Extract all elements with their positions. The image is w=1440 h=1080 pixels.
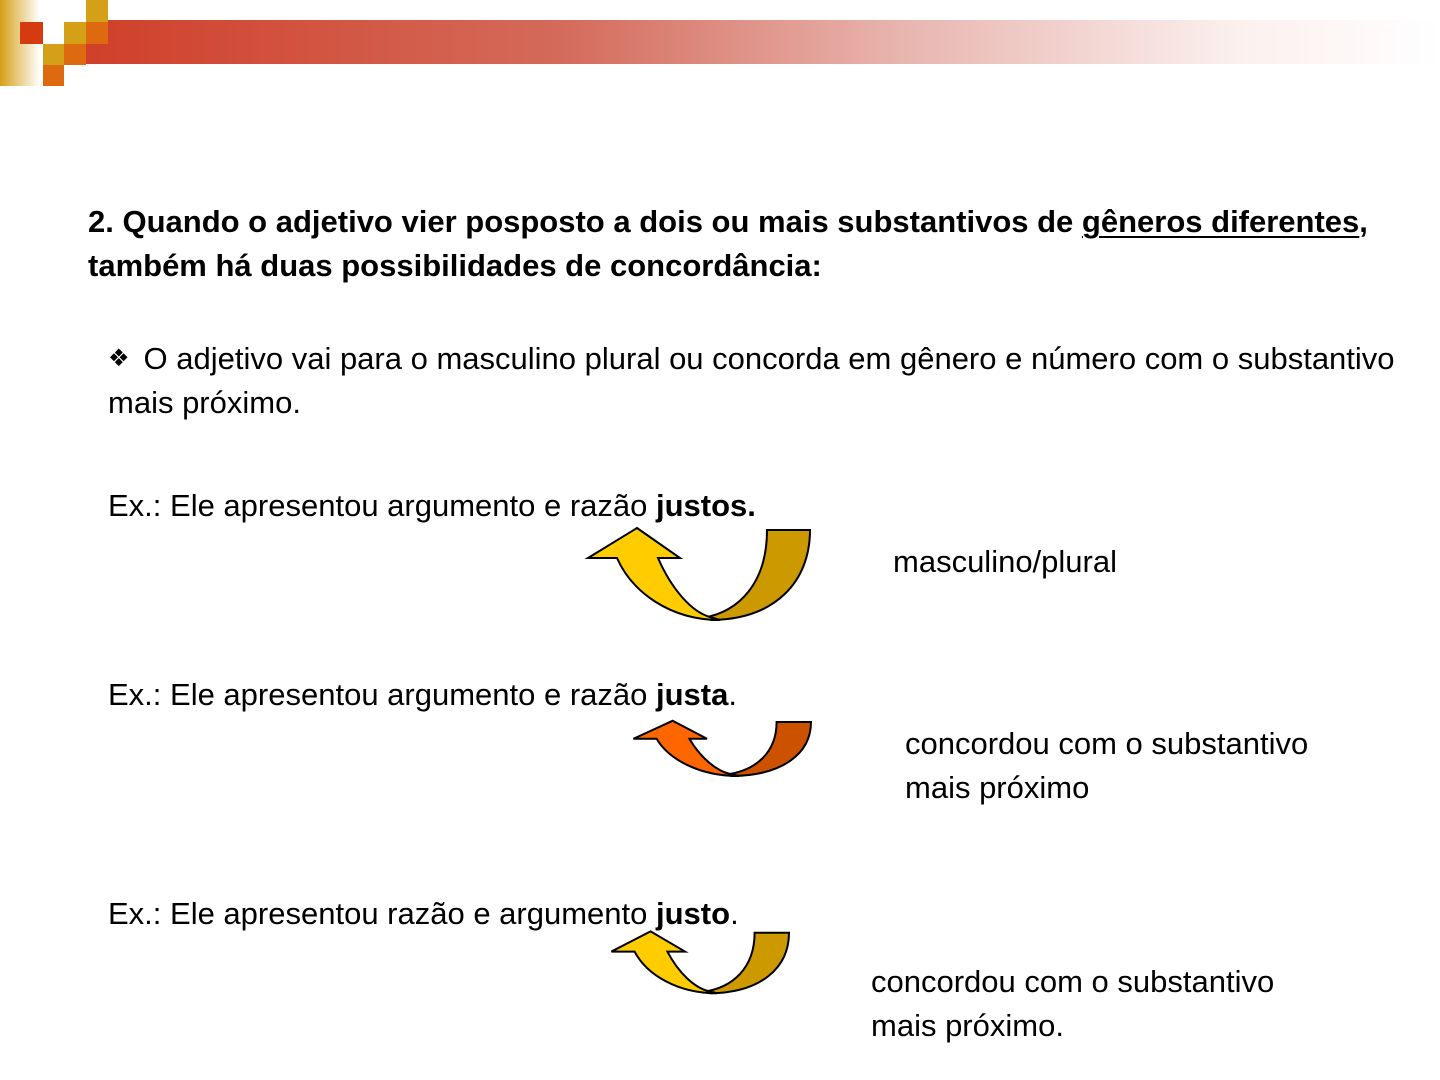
example-text: Ex.: Ele apresentou argumento e razão: [108, 677, 656, 712]
example-text: .: [730, 896, 739, 931]
logo-square: [20, 22, 43, 44]
arrow-right-arm: [703, 933, 789, 994]
bullet-text: O adjetivo vai para o masculino plural ou concorda em gênero e número com o substantivo mais próximo.: [108, 341, 1395, 420]
arrow-left-head: [588, 528, 720, 620]
note-line: masculino/plural: [893, 544, 1117, 579]
arrow-right-arm: [725, 722, 811, 776]
logo-square: [64, 22, 86, 44]
u-turn-arrow-icon: [580, 520, 830, 630]
u-turn-arrow-icon: [627, 716, 827, 782]
example-note: [893, 540, 1117, 584]
logo-square: [86, 22, 108, 44]
note-line: mais próximo: [905, 770, 1090, 805]
example-text: .: [728, 677, 737, 712]
note-line: concordou com o substantivo: [871, 964, 1275, 999]
example-adjective: justos.: [656, 488, 756, 523]
logo-square: [43, 65, 64, 86]
example-adjective: justa: [656, 677, 729, 712]
example-text: Ex.: Ele apresentou razão e argumento: [108, 896, 656, 931]
bullet-point: [108, 336, 1428, 425]
note-line: concordou com o substantivo: [905, 726, 1309, 761]
title-underlined-text: gêneros diferentes: [1081, 204, 1360, 239]
logo-square: [64, 44, 86, 65]
arrow-left-head: [611, 931, 717, 993]
slide-title: [88, 200, 1408, 288]
example-note: [905, 722, 1308, 810]
example-note: [871, 960, 1274, 1048]
diamond-bullet-icon: ❖: [108, 344, 130, 372]
arrow-left-head: [633, 721, 739, 776]
header-gradient-bar: [86, 20, 1440, 64]
u-turn-arrow-icon: [605, 926, 805, 1000]
arrow-right-arm: [702, 530, 810, 620]
title-text: 2. Quando o adjetivo vier posposto a dois ou mais substantivos de: [88, 204, 1082, 239]
title-text: , também há duas possibilidades de concordância:: [88, 204, 1368, 283]
logo-square: [86, 0, 108, 22]
example-sentence: [108, 673, 737, 717]
example-adjective: justo: [656, 896, 731, 931]
logo-square: [43, 44, 64, 65]
example-text: Ex.: Ele apresentou argumento e razão: [108, 488, 656, 523]
note-line: mais próximo.: [871, 1008, 1064, 1043]
